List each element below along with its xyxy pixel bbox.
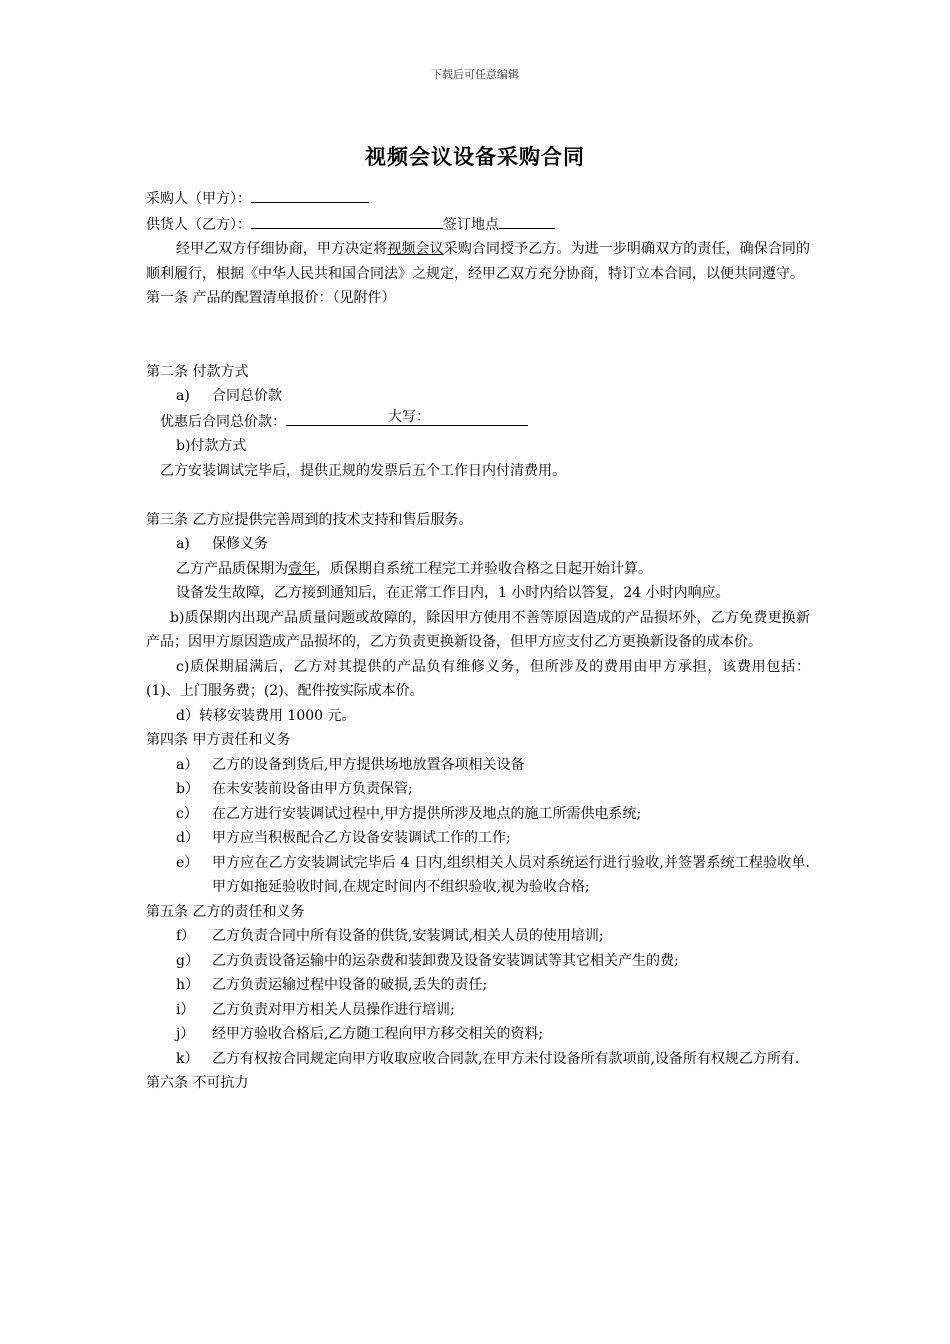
warranty-period: 壹年 [288,560,316,577]
item-label: c） [176,805,198,822]
item-text: 合同总价款 [212,388,282,404]
intro-text-2: 采购合同授予乙方。为进一步明确双方的责任，确保合同的顺利履行，根据《中华人民共和国合同法》之规定，经甲乙双方充分协商，特订立本合同，以便共同遵守。 [146,241,811,282]
item-text: 保修义务 [212,536,268,552]
item-label: k） [176,1050,199,1067]
article-3-c: c)质保期届满后，乙方对其提供的产品负有维修义务，但所涉及的费用由甲方承担，该费用包括：(1)、上门服务费；(2)、配件按实际成本价。 [146,658,810,699]
total-price-blank [286,409,528,426]
list-item [146,851,810,900]
sign-place-label: 签订地点 [443,216,499,233]
item-label: d） [176,830,199,846]
item-label: a) [176,536,190,552]
supplier-line [146,212,810,238]
buyer-blank [251,186,369,203]
list-item [146,1047,810,1072]
spacer [146,483,810,508]
item-text: 在乙方进行安装调试过程中,甲方提供所涉及地点的施工所需供电系统; [212,805,642,822]
intro-paragraph [146,237,810,286]
list-item [146,777,810,802]
item-label: a) [176,388,190,404]
item-text: 乙方负责运输过程中设备的破损,丢失的责任; [212,977,488,993]
item-text: 乙方负责对甲方相关人员操作进行培训; [212,1001,455,1018]
list-item [146,924,810,949]
list-item [146,753,810,778]
item-label: g） [176,952,199,969]
article-3-a [146,532,810,557]
article-3-title: 第三条 乙方应提供完善周到的技术支持和售后服务。 [146,511,473,528]
list-item [146,826,810,851]
list-item [146,802,810,827]
total-price-line [146,409,810,435]
article-2-title: 第二条 付款方式 [146,363,249,380]
item-text: 经甲方验收合格后,乙方随工程向甲方移交相关的资料; [212,1026,544,1042]
spacer [146,311,810,360]
article-1-title: 第一条 产品的配置清单报价：（见附件） [146,290,396,306]
item-label: b） [176,781,199,797]
sign-place-blank [499,212,555,229]
contract-title: 视频会议设备采购合同 [365,144,585,169]
list-item [146,973,810,998]
list-item [146,1022,810,1047]
item-label: e） [176,854,199,871]
item-text: 甲方应当积极配合乙方设备安装调试工作的工作; [212,830,511,846]
item-label: f） [176,928,196,944]
contract-body [146,186,810,1096]
article-3-b: b)质保期内出现产品质量问题或故障的，除因甲方使用不善等原因造成的产品损坏外，乙方免费更换新产品；因甲方原因造成产品损坏的，乙方负责更换新设备，但甲方应支付乙方更换新设备的成本价。 [146,609,810,650]
article-4-title: 第四条 甲方责任和义务 [146,732,291,748]
supplier-label: 供货人（乙方）： [146,216,251,233]
supplier-blank [251,212,443,229]
article-2-a [146,384,810,409]
warranty-text-1: 乙方产品质保期为 [176,560,288,577]
item-text: 甲方应在乙方安装调试完毕后 4 日内,组织相关人员对系统运行进行验收,并签署系统工程验收单.甲方如拖延验收时间,在规定时间内不组织验收,视为验收合格; [212,854,810,895]
warranty-line [146,557,810,582]
item-text: 乙方负责设备运输中的运杂费和装卸费及设备安装调试等其它相关产生的费; [212,952,679,969]
item-label: h） [176,977,200,993]
header-note: 下载后可任意编辑 [431,68,519,81]
total-price-label: 优惠后合同总价款： [160,413,286,430]
item-text: 乙方有权按合同规定向甲方收取应收合同款,在甲方未付设备所有款项前,设备所有权规乙方所有. [212,1050,800,1067]
item-text: 乙方的设备到货后,甲方提供场地放置各项相关设备 [212,756,525,773]
article-2-b-content: 乙方安装调试完毕后，提供正规的发票后五个工作日内付清费用。 [160,462,566,479]
daxie-label: 大写： [388,408,430,425]
article-6-title: 第六条 不可抗力 [146,1075,249,1091]
intro-text-1: 经甲乙双方仔细协商，甲方决定将 [176,241,388,257]
article-3-d: d）转移安装费用 1000 元。 [176,707,356,724]
item-label: j） [176,1026,195,1042]
list-item [146,949,810,974]
warranty-text-2: ，质保期自系统工程完工并验收合格之日起开始计算。 [316,560,652,577]
item-text: 乙方负责合同中所有设备的供货,安装调试,相关人员的使用培训; [212,928,604,944]
item-text: 在未安装前设备由甲方负责保管; [212,781,413,797]
item-label: i） [176,1001,195,1018]
buyer-line [146,186,810,212]
response-paragraph: 设备发生故障，乙方接到通知后，在正常工作日内，1 小时内给以答复，24 小时内响应。 [176,585,730,601]
intro-underlined: 视频会议 [387,241,444,257]
buyer-label: 采购人（甲方）： [146,191,251,207]
article-2-b-title: b)付款方式 [176,438,247,454]
item-label: a） [176,756,199,773]
article-5-title: 第五条 乙方的责任和义务 [146,903,305,920]
list-item [146,998,810,1023]
